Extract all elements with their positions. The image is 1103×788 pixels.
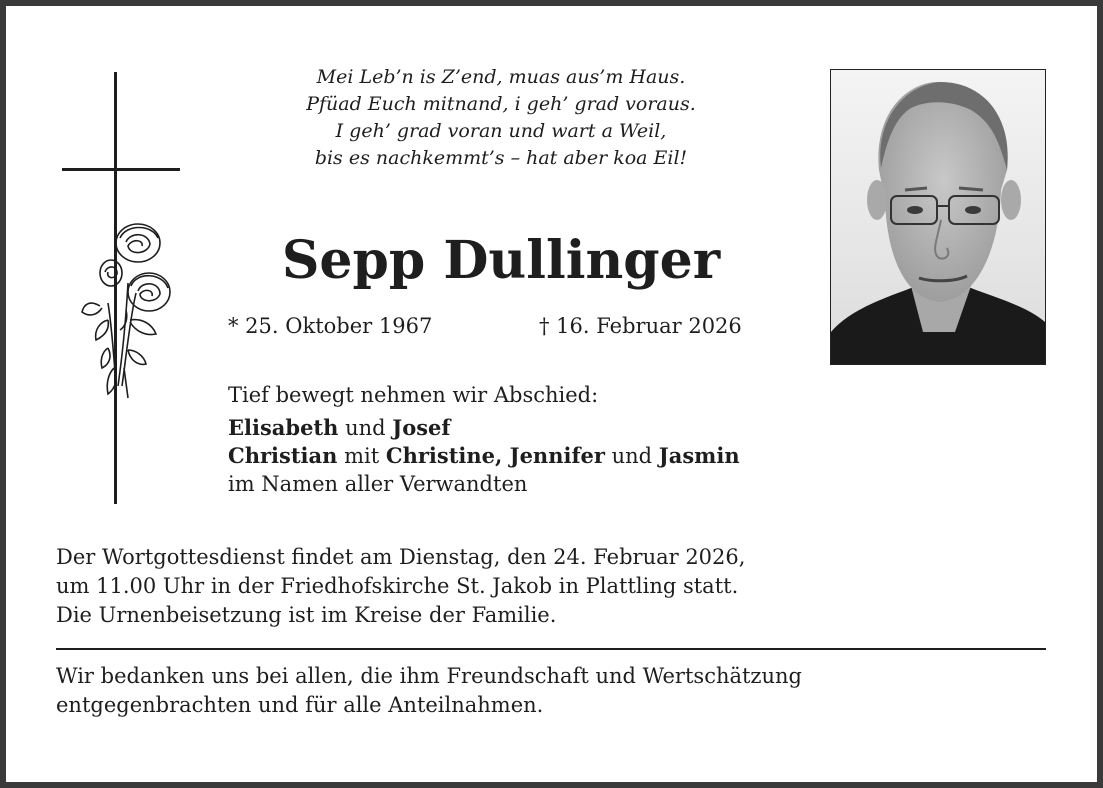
poem-line: I geh’ grad voran und wart a Weil, xyxy=(335,120,667,142)
conjunction: und xyxy=(611,444,653,468)
portrait-image xyxy=(831,70,1045,364)
mourner-name: Josef xyxy=(392,415,451,440)
deceased-name: Sepp Dullinger xyxy=(281,230,721,291)
mourner-name: Christian xyxy=(228,443,338,468)
mourner-name: Jasmin xyxy=(658,443,740,468)
poem xyxy=(206,64,796,172)
mourner-line-2 xyxy=(228,442,740,470)
cross-with-roses-icon xyxy=(56,68,186,508)
service-line: Die Urnenbeisetzung ist im Kreise der Familie. xyxy=(56,603,557,627)
mourner-line-1 xyxy=(228,414,740,442)
thanks-line: Wir bedanken uns bei allen, die ihm Freundschaft und Wertschätzung xyxy=(56,664,802,688)
birth-date: * 25. Oktober 1967 xyxy=(228,314,433,338)
portrait-photo xyxy=(830,69,1046,365)
poem-line: Mei Leb’n is Z’end, muas aus’m Haus. xyxy=(316,66,686,88)
divider xyxy=(56,648,1046,650)
thanks-text xyxy=(56,662,802,720)
mourner-name: Christine, Jennifer xyxy=(385,443,605,468)
thanks-line: entgegenbrachten und für alle Anteilnahmen. xyxy=(56,693,544,717)
poem-line: bis es nachkemmt’s – hat aber koa Eil! xyxy=(314,147,688,169)
family-section xyxy=(228,381,740,498)
service-line: um 11.00 Uhr in der Friedhofskirche St. Jakob in Plattling statt. xyxy=(56,574,739,598)
poem-line: Pfüad Euch mitnand, i geh’ grad voraus. xyxy=(306,93,696,115)
mourner-name: Elisabeth xyxy=(228,415,339,440)
conjunction: mit xyxy=(344,444,380,468)
mourner-closing: im Namen aller Verwandten xyxy=(228,472,528,496)
service-info xyxy=(56,543,745,630)
conjunction: und xyxy=(345,416,386,440)
farewell-intro: Tief bewegt nehmen wir Abschied: xyxy=(228,383,599,407)
service-line: Der Wortgottesdienst findet am Dienstag, den 24. Februar 2026, xyxy=(56,545,746,569)
death-date: † 16. Februar 2026 xyxy=(539,314,742,338)
